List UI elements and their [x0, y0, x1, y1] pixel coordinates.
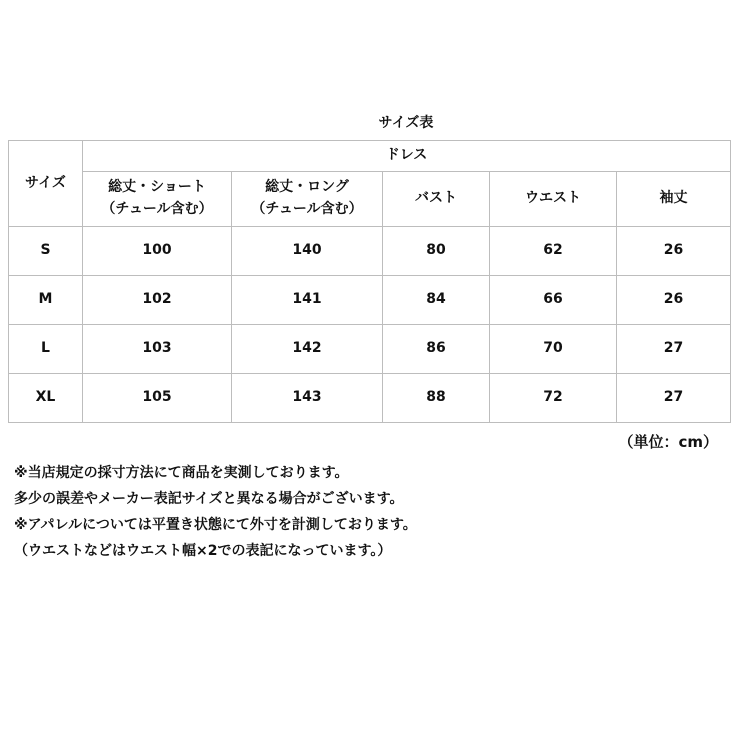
dress-group-header: ドレス — [83, 141, 731, 172]
size-cell: S — [9, 227, 83, 276]
column-header-bust: バスト — [383, 172, 490, 227]
note-line: ※当店規定の採寸方法にて商品を実測しております。 — [14, 465, 349, 481]
table-cell: 142 — [232, 325, 383, 374]
column-header-waist: ウエスト — [490, 172, 617, 227]
table-cell: 84 — [383, 276, 490, 325]
table-cell: 27 — [617, 374, 731, 423]
column-header-total-length-short: 総丈・ショート （チュール含む） — [83, 172, 232, 227]
table-cell: 102 — [83, 276, 232, 325]
table-cell: 105 — [83, 374, 232, 423]
table-subheader-row — [9, 172, 731, 227]
size-cell: L — [9, 325, 83, 374]
size-cell: M — [9, 276, 83, 325]
table-row — [9, 325, 731, 374]
table-cell: 140 — [232, 227, 383, 276]
unit-label: （単位：cm） — [618, 433, 718, 451]
size-column-header: サイズ — [9, 141, 83, 227]
table-row — [9, 227, 731, 276]
note-line: ※アパレルについては平置き状態にて外寸を計測しております。 — [14, 517, 417, 533]
table-cell: 66 — [490, 276, 617, 325]
size-table — [8, 140, 731, 423]
table-cell: 62 — [490, 227, 617, 276]
table-cell: 141 — [232, 276, 383, 325]
notes — [14, 460, 726, 564]
table-header-row — [9, 141, 731, 172]
page-title: サイズ表 — [378, 115, 434, 131]
column-header-total-length-long: 総丈・ロング （チュール含む） — [232, 172, 383, 227]
table-row — [9, 374, 731, 423]
table-cell: 88 — [383, 374, 490, 423]
note-line: 多少の誤差やメーカー表記サイズと異なる場合がございます。 — [14, 491, 404, 507]
note-line: （ウエストなどはウエスト幅×2での表記になっています。） — [14, 543, 392, 559]
table-cell: 80 — [383, 227, 490, 276]
table-cell: 26 — [617, 227, 731, 276]
table-cell: 70 — [490, 325, 617, 374]
table-cell: 103 — [83, 325, 232, 374]
table-cell: 100 — [83, 227, 232, 276]
size-cell: XL — [9, 374, 83, 423]
table-cell: 27 — [617, 325, 731, 374]
table-cell: 143 — [232, 374, 383, 423]
column-header-sleeve-length: 袖丈 — [617, 172, 731, 227]
table-cell: 26 — [617, 276, 731, 325]
table-row — [9, 276, 731, 325]
table-cell: 72 — [490, 374, 617, 423]
table-cell: 86 — [383, 325, 490, 374]
